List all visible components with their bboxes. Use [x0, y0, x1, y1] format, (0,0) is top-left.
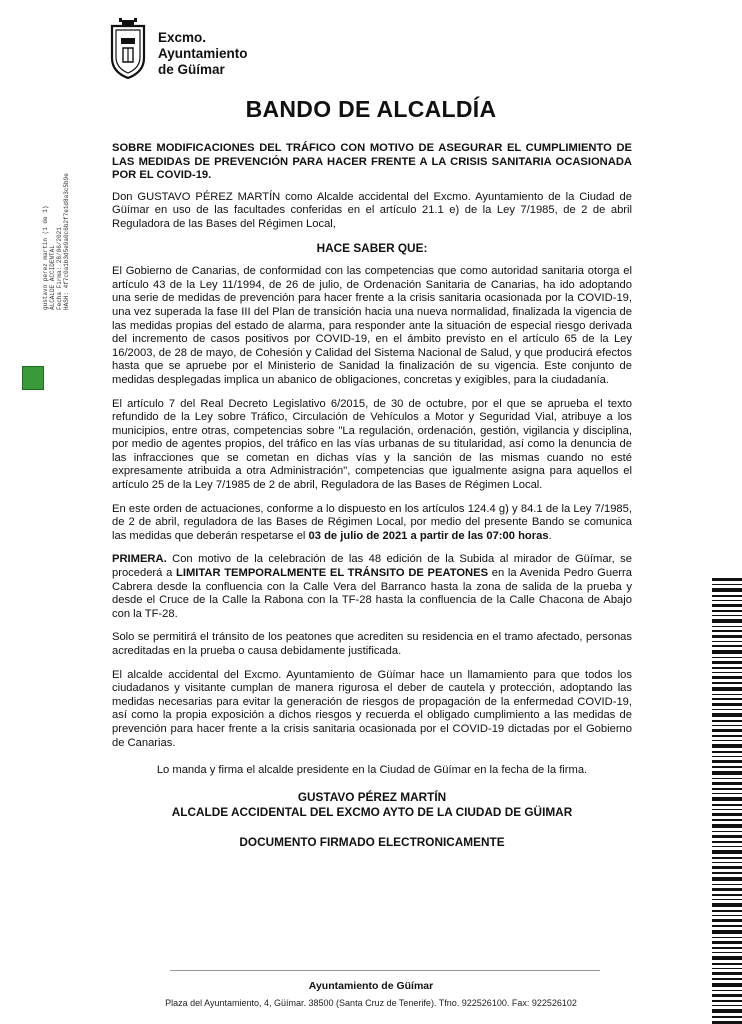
signature-stamp-text: [42, 173, 70, 310]
primera-text-1: Con motivo de la celebración de las 48 edición de la Subida al mirador de Güímar, se procederá a: [112, 553, 632, 580]
intro-paragraph: Don GUSTAVO PÉREZ MARTÍN como Alcalde accidental del Excmo. Ayuntamiento de la Ciudad de Güímar en uso de las facultades conferidas en el artículo 21.1 e) de la Ley 7/1985, de 2 de abril Reguladora de las Bases del Régimen Local,: [112, 190, 632, 230]
paragraph-llamamiento: El alcalde accidental del Excmo. Ayuntamiento de Güímar hace un llamamiento para que todos los ciudadanos y visitante cumplan de manera rigurosa el deber de cautela y protección, adoptando las medidas necesarias para evitar la generación de riesgos de propagación de la enfermedad COVID-19, así como la propia exposición a dichos riesgos y recuerda el obligado cumplimiento a las medidas de prevención para hacer frente a la crisis sanitaria ocasionada por el COVID-19 dictadas por el Gobierno de Canarias.: [112, 668, 632, 749]
paragraph-primera: [112, 553, 632, 621]
paragraph-transito: Solo se permitirá el tránsito de los peatones que acrediten su residencia en el tramo afectado, personas acreditadas en la prueba o causa debidamente justificada.: [112, 631, 632, 657]
subject-heading: SOBRE MODIFICACIONES DEL TRÁFICO CON MOTIVO DE ASEGURAR EL CUMPLIMIENTO DE LAS MEDIDAS DE PREVENCIÓN PARA HACER FRENTE A LA CRISIS SANITARIA OCASIONADA POR EL COVID-19.: [112, 142, 632, 182]
stamp-line-2: ALCALDE ACCIDENTAL: [49, 245, 56, 310]
document-title: BANDO DE ALCALDÍA: [245, 96, 497, 122]
stamp-line-1: gustavo perez martin (1 de 1): [42, 205, 49, 310]
org-line-2: Ayuntamiento: [158, 46, 248, 61]
actuaciones-end: .: [548, 529, 552, 542]
signatory-role: ALCALDE ACCIDENTAL DEL EXCMO AYTO DE LA CIUDAD DE GÜIMAR: [171, 804, 573, 819]
actuaciones-text: En este orden de actuaciones, conforme a lo dispuesto en los artículos 124.4 g) y 84.1 de la Ley 7/1985, de 2 de abril, reguladora de las Bases de Régimen Local, por medio del presente Bando se comunica las medidas que deberán respetarse el: [112, 502, 632, 542]
footer-address: Plaza del Ayuntamiento, 4, Güímar. 38500 (Santa Cruz de Tenerife). Tfno. 922526100. Fax: 922526102: [165, 998, 577, 1008]
paragraph-real-decreto: El artículo 7 del Real Decreto Legislativo 6/2015, de 30 de octubre, por el que se aprueba el texto refundido de la Ley sobre Tráfico, Circulación de Vehículos a Motor y Seguridad Vial, atribuye a los municipios, entre otras, competencias sobre "La regulación, ordenación, gestión, vigilancia y disciplina, por medio de agentes propios, del tráfico en las vías urbanas de su titularidad, así como la denuncia de las infracciones que se cometan en dichas vías y la sanción de las mismas cuando no esté expresamente atribuida a otra Administración", competencias que igualmente asigna para aquellos el artículo 25 de la Ley 7/1985 de 2 de abril, Reguladora de las Bases de Régimen Local.: [112, 397, 632, 492]
effective-date: 03 de julio de 2021 a partir de las 07:00 horas: [308, 529, 549, 542]
signatory-name: GUSTAVO PÉREZ MARTÍN: [297, 789, 447, 804]
electronically-signed-note: DOCUMENTO FIRMADO ELECTRONICAMENTE: [239, 834, 505, 849]
coat-of-arms-icon: [106, 18, 150, 80]
org-line-1: Excmo.: [158, 30, 207, 45]
footer-organization: Ayuntamiento de Güímar: [308, 980, 434, 992]
footer-divider: [170, 970, 600, 971]
paragraph-actuaciones: [112, 503, 632, 544]
stamp-line-4: HASH: 4f7c0a1b3d5e9a0c6b2f7e1d8a3c5b9e: [63, 173, 70, 310]
electronic-signature-stamp: [28, 173, 70, 360]
primera-text-2: en la Avenida Pedro Guerra Cabrera desde la confluencia con la Calle Vera del Barranco hasta la zona de salida de la prueba y desde el Cruce de la Calle la Rabona con la TF-28 hasta la confluencia de la Calle Chacona de Abajo con la TF-28.: [112, 567, 632, 620]
stamp-line-3: Fecha Firma: 28/06/2021: [56, 227, 63, 310]
seal-icon: [22, 366, 44, 390]
org-line-3: de Güímar: [158, 62, 225, 77]
primera-label: PRIMERA.: [112, 553, 167, 566]
primera-restriction: LIMITAR TEMPORALMENTE EL TRÁNSITO DE PEATONES: [176, 567, 489, 580]
barcode-icon: [712, 578, 742, 1024]
hace-saber-heading: HACE SABER QUE:: [316, 240, 428, 255]
organization-name: [158, 30, 248, 78]
letterhead: [106, 18, 346, 90]
document-body: [112, 142, 632, 849]
signature-statement: Lo manda y firma el alcalde presidente en la Ciudad de Güímar en la fecha de la firma.: [156, 764, 588, 777]
paragraph-gobierno-canarias: El Gobierno de Canarias, de conformidad con las competencias que como autoridad sanitaria otorga el artículo 43 de la Ley 11/1994, de 26 de julio, de Ordenación Sanitaria de Canarias, ha ido adoptando una serie de medidas de prevención para hacer frente a la crisis sanitaria ocasionada por la COVID-19, una vez superada la fase III del Plan de transición hacia una nueva normalidad, finalizada la vigencia de las medidas propias del estado de alarma, para responder ante la situación de especial riesgo derivada del incremento de casos positivos por COVID-19, en el ámbito previsto en el artículo 65 de la Ley 16/2003, de 28 de mayo, de Cohesión y Calidad del Sistema Nacional de Salud, y que producirá efectos hasta que se apruebe por el Ministerio de Sanidad la finalización de su vigencia. Este conjunto de medidas desplegadas implica un abanico de obligaciones, concretas y exigibles, para la ciudadanía.: [112, 265, 632, 386]
